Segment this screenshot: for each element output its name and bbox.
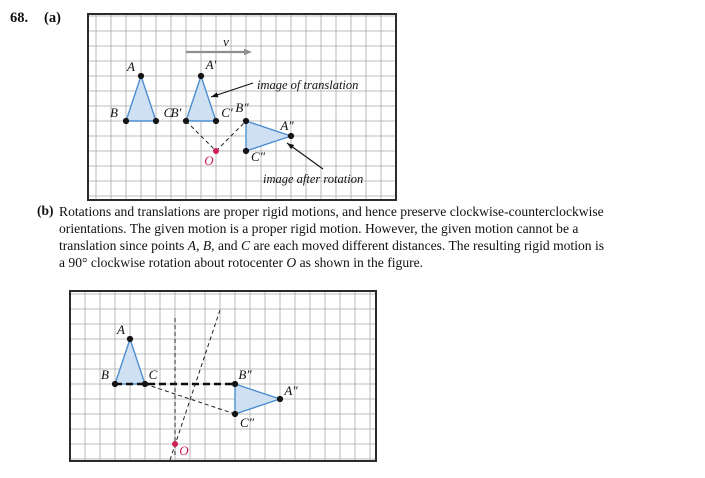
figure-part-a-translation-rotation xyxy=(87,13,397,201)
vertex-dot xyxy=(127,336,133,342)
vertex-dot xyxy=(112,381,118,387)
arrowhead-icon xyxy=(244,49,252,55)
vertex-dot xyxy=(232,381,238,387)
point-label: C′ xyxy=(221,105,233,120)
part-b-text-line: Rotations and translations are proper rigid motions, and hence preserve clockwise-counterclockwise xyxy=(59,204,604,219)
point-label: A xyxy=(127,59,135,74)
point-label: A″ xyxy=(280,118,294,133)
arrowhead-icon xyxy=(287,143,294,149)
rotocenter-dot xyxy=(172,441,178,447)
problem-number: 68. xyxy=(10,10,29,26)
vertex-dot xyxy=(243,148,249,154)
vertex-dot xyxy=(138,73,144,79)
part-b-label: (b) xyxy=(37,203,54,218)
triangle-A2B2C2-rotated xyxy=(235,384,280,414)
annotation xyxy=(263,143,363,186)
vertex-dot xyxy=(277,396,283,402)
rotocenter-label: O xyxy=(179,443,189,458)
triangle-A1B1C1-translated xyxy=(186,76,216,121)
part-b-text-line: a 90° clockwise rotation about rotocenter O as shown in the figure. xyxy=(59,255,424,270)
vertex-dot xyxy=(243,118,249,124)
grid-paper xyxy=(69,290,377,462)
vertex-dot xyxy=(198,73,204,79)
vertex-dot xyxy=(142,381,148,387)
part-b-text-line: translation since points A, B, and C are each moved different distances. The resulting rigid motion is xyxy=(59,238,605,253)
vertex-dot xyxy=(153,118,159,124)
vertex-dot xyxy=(213,118,219,124)
triangle-ABC xyxy=(115,339,145,384)
point-label: C″ xyxy=(239,415,255,430)
point-label: C xyxy=(163,105,173,120)
vertex-dot xyxy=(232,411,238,417)
triangle-ABC xyxy=(126,76,156,121)
vector-label: v xyxy=(223,34,229,49)
dashed-construction-line xyxy=(170,310,220,460)
point-label: B′ xyxy=(170,105,182,120)
translation-vector xyxy=(186,34,252,55)
point-label: C″ xyxy=(250,149,266,164)
vertex-dot xyxy=(123,118,129,124)
point-label: A xyxy=(117,322,125,337)
figure-part-b-rotation-construction xyxy=(69,290,377,462)
point-label: B″ xyxy=(238,367,252,382)
point-label: C xyxy=(148,367,158,382)
part-b-explanation xyxy=(59,203,604,271)
point-label: B″ xyxy=(235,100,249,115)
part-b-text-line: orientations. The given motion is a proper rigid motion. However, the given motion cannot be a xyxy=(59,221,579,236)
arrowhead-icon xyxy=(211,92,218,97)
figure-border xyxy=(70,291,376,461)
point-label: B xyxy=(101,367,109,382)
vertex-dot xyxy=(183,118,189,124)
point-label: A′ xyxy=(205,57,217,72)
point-label: B xyxy=(110,105,118,120)
annotation-text: image after rotation xyxy=(263,172,364,186)
rotocenter-label: O xyxy=(204,153,214,168)
vertex-dot xyxy=(288,133,294,139)
point-label: A″ xyxy=(284,383,298,398)
rotocenter-dot xyxy=(213,148,219,154)
part-a-label: (a) xyxy=(44,10,61,26)
annotation-text: image of translation xyxy=(257,78,359,92)
